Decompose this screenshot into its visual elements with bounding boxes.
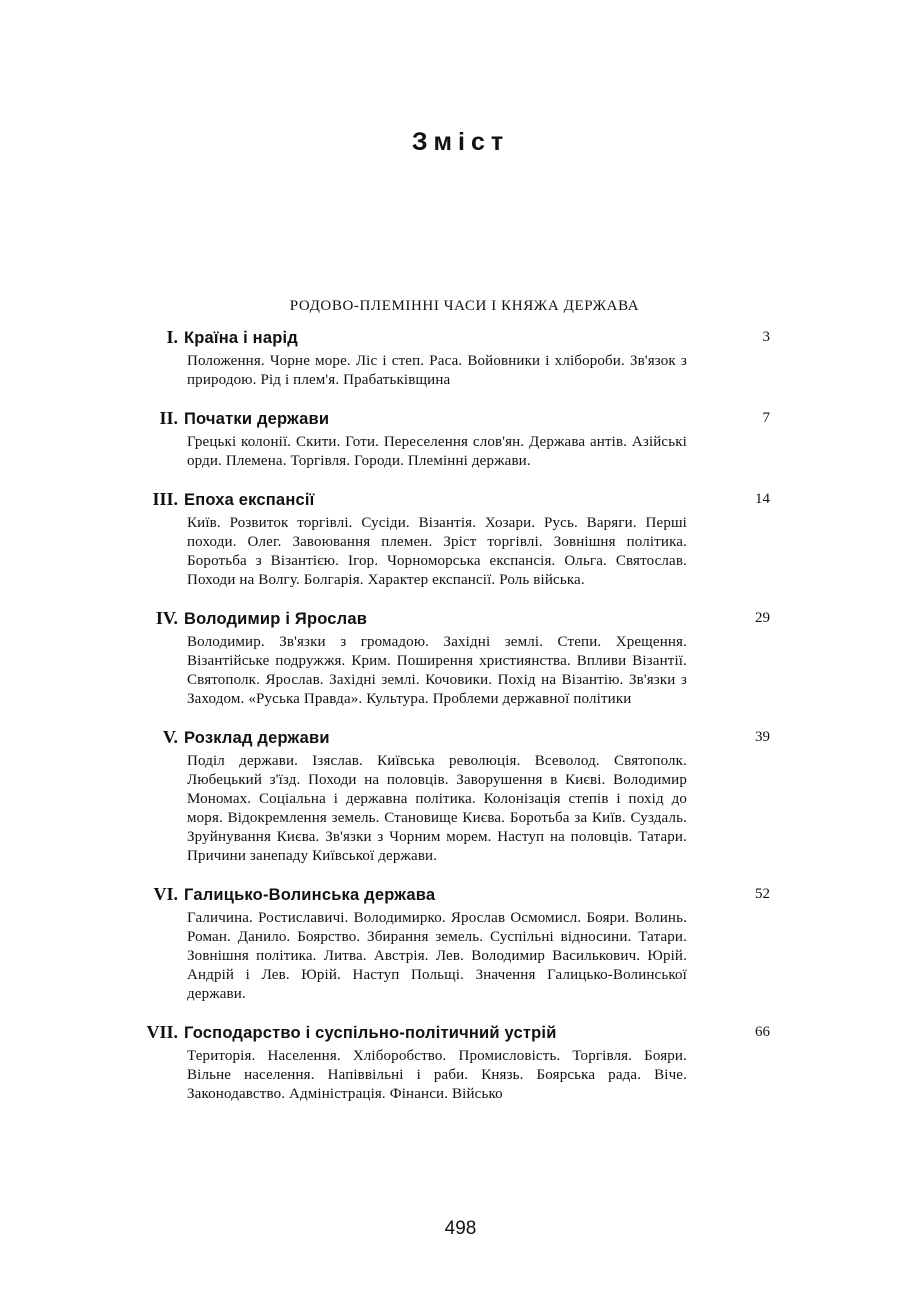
chapter-title: Володимир і Ярослав: [184, 610, 368, 628]
toc-entry-header: [140, 722, 780, 752]
chapter-number: VII.: [146, 1022, 178, 1042]
chapter-number: VI.: [153, 884, 178, 904]
chapter-topics: Володимир. Зв'язки з громадою. Західні землі. Степи. Хрещення. Візантійське подружжя. Крим. Поширення християнства. Впливи Візантії. Святополк. Ярослав. Західні землі. Кочовики. Похід на Візантію. Зв'язки з Заходом. «Руська Правда». Культура. Проблеми державної політики: [187, 634, 687, 707]
chapter-page-number: 7: [762, 410, 770, 426]
toc-entry-7: [140, 1017, 780, 1104]
chapter-number: IV.: [155, 608, 178, 628]
chapter-page-number: 14: [755, 491, 770, 507]
chapter-page-number: 52: [755, 886, 770, 902]
table-of-contents: [140, 322, 780, 1117]
toc-entry-5: [140, 722, 780, 866]
page-number: 498: [444, 1218, 477, 1239]
toc-entry-header: [140, 484, 780, 514]
toc-entry-header: [140, 322, 780, 352]
chapter-page-number: 29: [755, 610, 770, 626]
page-title: Зміст: [411, 128, 510, 156]
toc-entry-1: [140, 322, 780, 390]
section-heading: РОДОВО-ПЛЕМІННІ ЧАСИ І КНЯЖА ДЕРЖАВА: [289, 298, 640, 314]
toc-entry-6: [140, 879, 780, 1004]
chapter-title: Країна і нарід: [184, 329, 298, 347]
chapter-title: Господарство і суспільно-політичний устрій: [184, 1024, 557, 1042]
toc-entry-header: [140, 1017, 780, 1047]
toc-entry-header: [140, 603, 780, 633]
chapter-number: II.: [159, 408, 178, 428]
chapter-page-number: 66: [755, 1024, 770, 1040]
chapter-title: Розклад держави: [184, 729, 330, 747]
toc-entry-header: [140, 879, 780, 909]
chapter-page-number: 3: [762, 329, 770, 345]
chapter-title: Епоха експансії: [184, 491, 315, 509]
chapter-title: Галицько-Волинська держава: [184, 886, 436, 904]
chapter-title: Початки держави: [184, 410, 330, 428]
toc-entry-4: [140, 603, 780, 709]
chapter-number: I.: [166, 327, 178, 347]
chapter-topics: Грецькі колонії. Скити. Готи. Переселення слов'ян. Держава антів. Азійські орди. Племена. Торгівля. Городи. Племінні держави.: [187, 434, 687, 469]
toc-entry-3: [140, 484, 780, 590]
toc-entry-header: [140, 403, 780, 433]
chapter-topics: Галичина. Ростиславичі. Володимирко. Ярослав Осмомисл. Бояри. Волинь. Роман. Данило. Боярство. Збирання земель. Суспільні відносини. Татари. Зовнішня політика. Литва. Австрія. Лев. Володимир Василькович. Юрій. Андрій і Лев. Юрій. Наступ Польщі. Значення Галицько-Волинської держави.: [187, 910, 687, 1002]
chapter-topics: Положення. Чорне море. Ліс і степ. Раса. Войовники і хлібороби. Зв'язок з природою. Рід і плем'я. Прабатьківщина: [187, 353, 687, 388]
toc-entry-2: [140, 403, 780, 471]
chapter-number: III.: [152, 489, 178, 509]
chapter-number: V.: [162, 727, 178, 747]
chapter-topics: Територія. Населення. Хліборобство. Промисловість. Торгівля. Бояри. Вільне населення. Напіввільні і раби. Князь. Боярська рада. Віче. Законодавство. Адміністрація. Фінанси. Військо: [187, 1048, 687, 1102]
chapter-topics: Київ. Розвиток торгівлі. Сусіди. Візантія. Хозари. Русь. Варяги. Перші походи. Олег. Завоювання племен. Зріст торгівлі. Зовнішня політика. Боротьба з Візантією. Ігор. Чорноморська експансія. Ольга. Святослав. Походи на Волгу. Болгарія. Характер експансії. Роль війська.: [187, 515, 687, 588]
chapter-topics: Поділ держави. Ізяслав. Київська революція. Всеволод. Святополк. Любецький з'їзд. Походи на половців. Заворушення в Києві. Володимир Мономах. Соціальна і державна політика. Колонізація степів і похід до моря. Відокремлення земель. Становище Києва. Боротьба за Київ. Суздаль. Зруйнування Києва. Зв'язки з Чорним морем. Наступ на половців. Татари. Причини занепаду Київської держави.: [187, 753, 687, 864]
chapter-page-number: 39: [755, 729, 770, 745]
